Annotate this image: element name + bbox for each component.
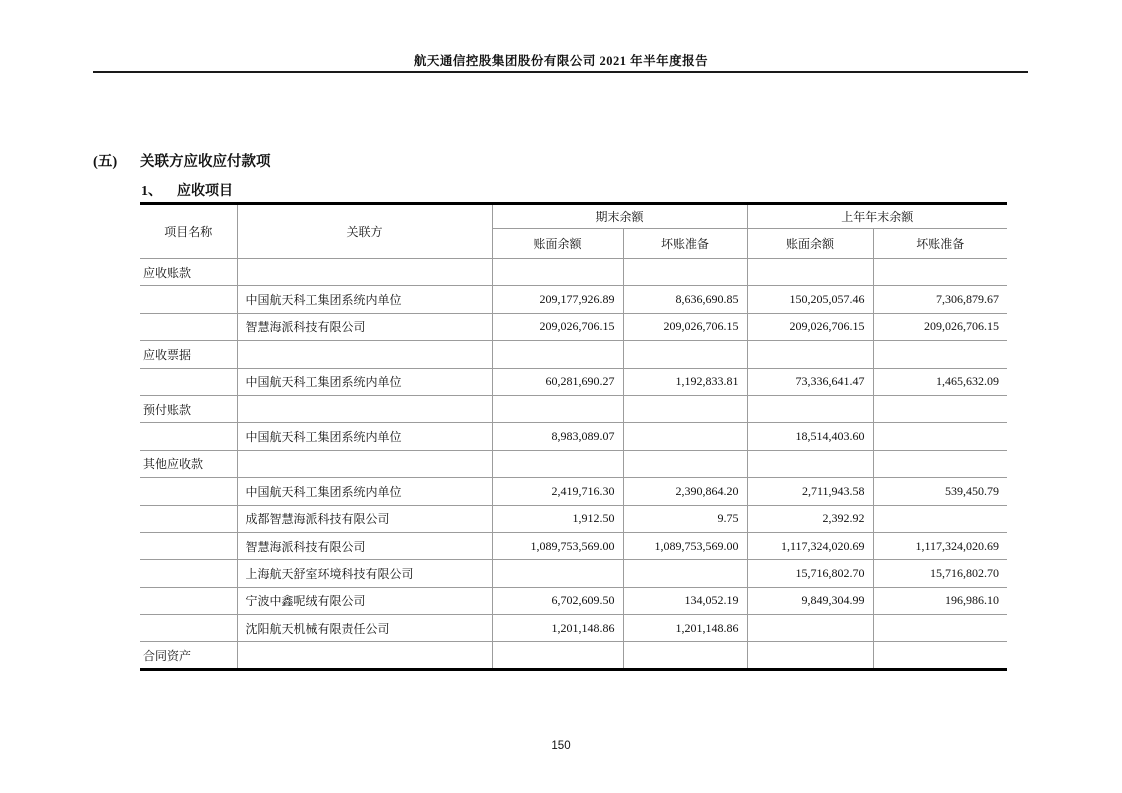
header-rule — [93, 71, 1028, 73]
table-row — [140, 532, 1007, 559]
table-header — [140, 204, 1007, 259]
cell-ending-book-balance — [492, 642, 623, 669]
subsection-title: 应收项目 — [177, 184, 233, 199]
cell-item-name — [140, 505, 237, 532]
col-header-ending-book-balance: 账面余额 — [492, 229, 623, 259]
cell-prior-book-balance: 9,849,304.99 — [747, 587, 873, 614]
cell-prior-book-balance: 150,205,057.46 — [747, 286, 873, 313]
cell-prior-book-balance — [747, 642, 873, 669]
col-group-prior-year-balance: 上年年末余额 — [747, 204, 1007, 229]
cell-ending-bad-debt — [623, 423, 747, 450]
section-number: (五) — [93, 154, 118, 170]
cell-prior-bad-debt — [873, 450, 1007, 477]
cell-ending-book-balance — [492, 395, 623, 422]
cell-prior-bad-debt: 1,117,324,020.69 — [873, 532, 1007, 559]
cell-related-party — [237, 259, 492, 286]
cell-related-party: 中国航天科工集团系统内单位 — [237, 286, 492, 313]
cell-ending-book-balance: 8,983,089.07 — [492, 423, 623, 450]
table-row — [140, 286, 1007, 313]
cell-related-party: 中国航天科工集团系统内单位 — [237, 423, 492, 450]
cell-ending-bad-debt: 1,192,833.81 — [623, 368, 747, 395]
cell-prior-book-balance: 209,026,706.15 — [747, 313, 873, 340]
cell-related-party — [237, 395, 492, 422]
cell-related-party: 宁波中鑫呢绒有限公司 — [237, 587, 492, 614]
cell-ending-book-balance: 1,089,753,569.00 — [492, 532, 623, 559]
cell-ending-book-balance — [492, 450, 623, 477]
cell-related-party: 上海航天舒室环境科技有限公司 — [237, 560, 492, 587]
cell-item-name — [140, 478, 237, 505]
cell-prior-bad-debt: 209,026,706.15 — [873, 313, 1007, 340]
cell-ending-bad-debt — [623, 259, 747, 286]
col-header-prior-bad-debt: 坏账准备 — [873, 229, 1007, 259]
cell-related-party: 中国航天科工集团系统内单位 — [237, 368, 492, 395]
table-row — [140, 615, 1007, 642]
col-group-ending-balance: 期末余额 — [492, 204, 747, 229]
cell-prior-book-balance — [747, 341, 873, 368]
cell-prior-book-balance: 1,117,324,020.69 — [747, 532, 873, 559]
cell-related-party: 智慧海派科技有限公司 — [237, 532, 492, 559]
cell-related-party — [237, 450, 492, 477]
cell-ending-bad-debt: 1,201,148.86 — [623, 615, 747, 642]
cell-ending-book-balance: 1,912.50 — [492, 505, 623, 532]
table-row-category — [140, 642, 1007, 669]
cell-ending-book-balance — [492, 560, 623, 587]
cell-prior-bad-debt — [873, 615, 1007, 642]
cell-ending-book-balance: 2,419,716.30 — [492, 478, 623, 505]
cell-related-party — [237, 642, 492, 669]
cell-ending-book-balance: 209,177,926.89 — [492, 286, 623, 313]
cell-related-party: 成都智慧海派科技有限公司 — [237, 505, 492, 532]
cell-ending-book-balance — [492, 259, 623, 286]
cell-prior-book-balance — [747, 450, 873, 477]
cell-item-name — [140, 286, 237, 313]
page-number: 150 — [551, 740, 571, 752]
table-row — [140, 368, 1007, 395]
cell-item-name — [140, 587, 237, 614]
cell-prior-bad-debt: 7,306,879.67 — [873, 286, 1007, 313]
running-header-title: 航天通信控股集团股份有限公司 2021 年半年度报告 — [413, 54, 709, 68]
col-header-party: 关联方 — [237, 204, 492, 259]
table-row — [140, 478, 1007, 505]
cell-ending-bad-debt: 9.75 — [623, 505, 747, 532]
cell-ending-bad-debt — [623, 341, 747, 368]
cell-item-name — [140, 368, 237, 395]
cell-item-name: 应收账款 — [140, 259, 237, 286]
cell-ending-book-balance: 209,026,706.15 — [492, 313, 623, 340]
cell-item-name — [140, 423, 237, 450]
table-body — [140, 259, 1007, 670]
cell-ending-bad-debt — [623, 560, 747, 587]
col-header-prior-book-balance: 账面余额 — [747, 229, 873, 259]
cell-prior-book-balance: 73,336,641.47 — [747, 368, 873, 395]
cell-item-name — [140, 615, 237, 642]
cell-ending-book-balance — [492, 341, 623, 368]
cell-ending-book-balance: 60,281,690.27 — [492, 368, 623, 395]
cell-prior-bad-debt — [873, 423, 1007, 450]
table-row-category — [140, 395, 1007, 422]
cell-prior-bad-debt: 539,450.79 — [873, 478, 1007, 505]
cell-prior-book-balance: 18,514,403.60 — [747, 423, 873, 450]
cell-prior-book-balance: 15,716,802.70 — [747, 560, 873, 587]
cell-ending-book-balance: 6,702,609.50 — [492, 587, 623, 614]
cell-ending-bad-debt: 2,390,864.20 — [623, 478, 747, 505]
cell-ending-book-balance: 1,201,148.86 — [492, 615, 623, 642]
col-header-item: 项目名称 — [140, 204, 237, 259]
table-row — [140, 587, 1007, 614]
cell-ending-bad-debt: 1,089,753,569.00 — [623, 532, 747, 559]
cell-ending-bad-debt: 134,052.19 — [623, 587, 747, 614]
cell-prior-bad-debt — [873, 505, 1007, 532]
table-row — [140, 313, 1007, 340]
cell-item-name: 其他应收款 — [140, 450, 237, 477]
cell-prior-book-balance: 2,711,943.58 — [747, 478, 873, 505]
section-title: 关联方应收应付款项 — [140, 154, 271, 170]
cell-prior-book-balance — [747, 259, 873, 286]
col-header-ending-bad-debt: 坏账准备 — [623, 229, 747, 259]
receivables-table — [140, 202, 1007, 671]
cell-ending-bad-debt — [623, 450, 747, 477]
cell-related-party: 智慧海派科技有限公司 — [237, 313, 492, 340]
cell-prior-bad-debt — [873, 341, 1007, 368]
table-row-category — [140, 341, 1007, 368]
table-row — [140, 505, 1007, 532]
cell-item-name: 应收票据 — [140, 341, 237, 368]
table-row-category — [140, 259, 1007, 286]
cell-prior-book-balance — [747, 395, 873, 422]
cell-prior-bad-debt — [873, 395, 1007, 422]
cell-related-party — [237, 341, 492, 368]
cell-related-party: 中国航天科工集团系统内单位 — [237, 478, 492, 505]
table-row — [140, 560, 1007, 587]
cell-ending-bad-debt — [623, 395, 747, 422]
cell-related-party: 沈阳航天机械有限责任公司 — [237, 615, 492, 642]
cell-prior-bad-debt — [873, 259, 1007, 286]
cell-item-name — [140, 560, 237, 587]
cell-item-name: 合同资产 — [140, 642, 237, 669]
cell-prior-bad-debt: 1,465,632.09 — [873, 368, 1007, 395]
cell-ending-bad-debt: 209,026,706.15 — [623, 313, 747, 340]
cell-ending-bad-debt — [623, 642, 747, 669]
cell-ending-bad-debt: 8,636,690.85 — [623, 286, 747, 313]
subsection-number: 1、 — [141, 184, 162, 199]
cell-prior-book-balance — [747, 615, 873, 642]
cell-item-name — [140, 313, 237, 340]
cell-prior-bad-debt — [873, 642, 1007, 669]
cell-item-name: 预付账款 — [140, 395, 237, 422]
table-row — [140, 423, 1007, 450]
cell-prior-book-balance: 2,392.92 — [747, 505, 873, 532]
cell-prior-bad-debt: 196,986.10 — [873, 587, 1007, 614]
cell-item-name — [140, 532, 237, 559]
cell-prior-bad-debt: 15,716,802.70 — [873, 560, 1007, 587]
table-row-category — [140, 450, 1007, 477]
